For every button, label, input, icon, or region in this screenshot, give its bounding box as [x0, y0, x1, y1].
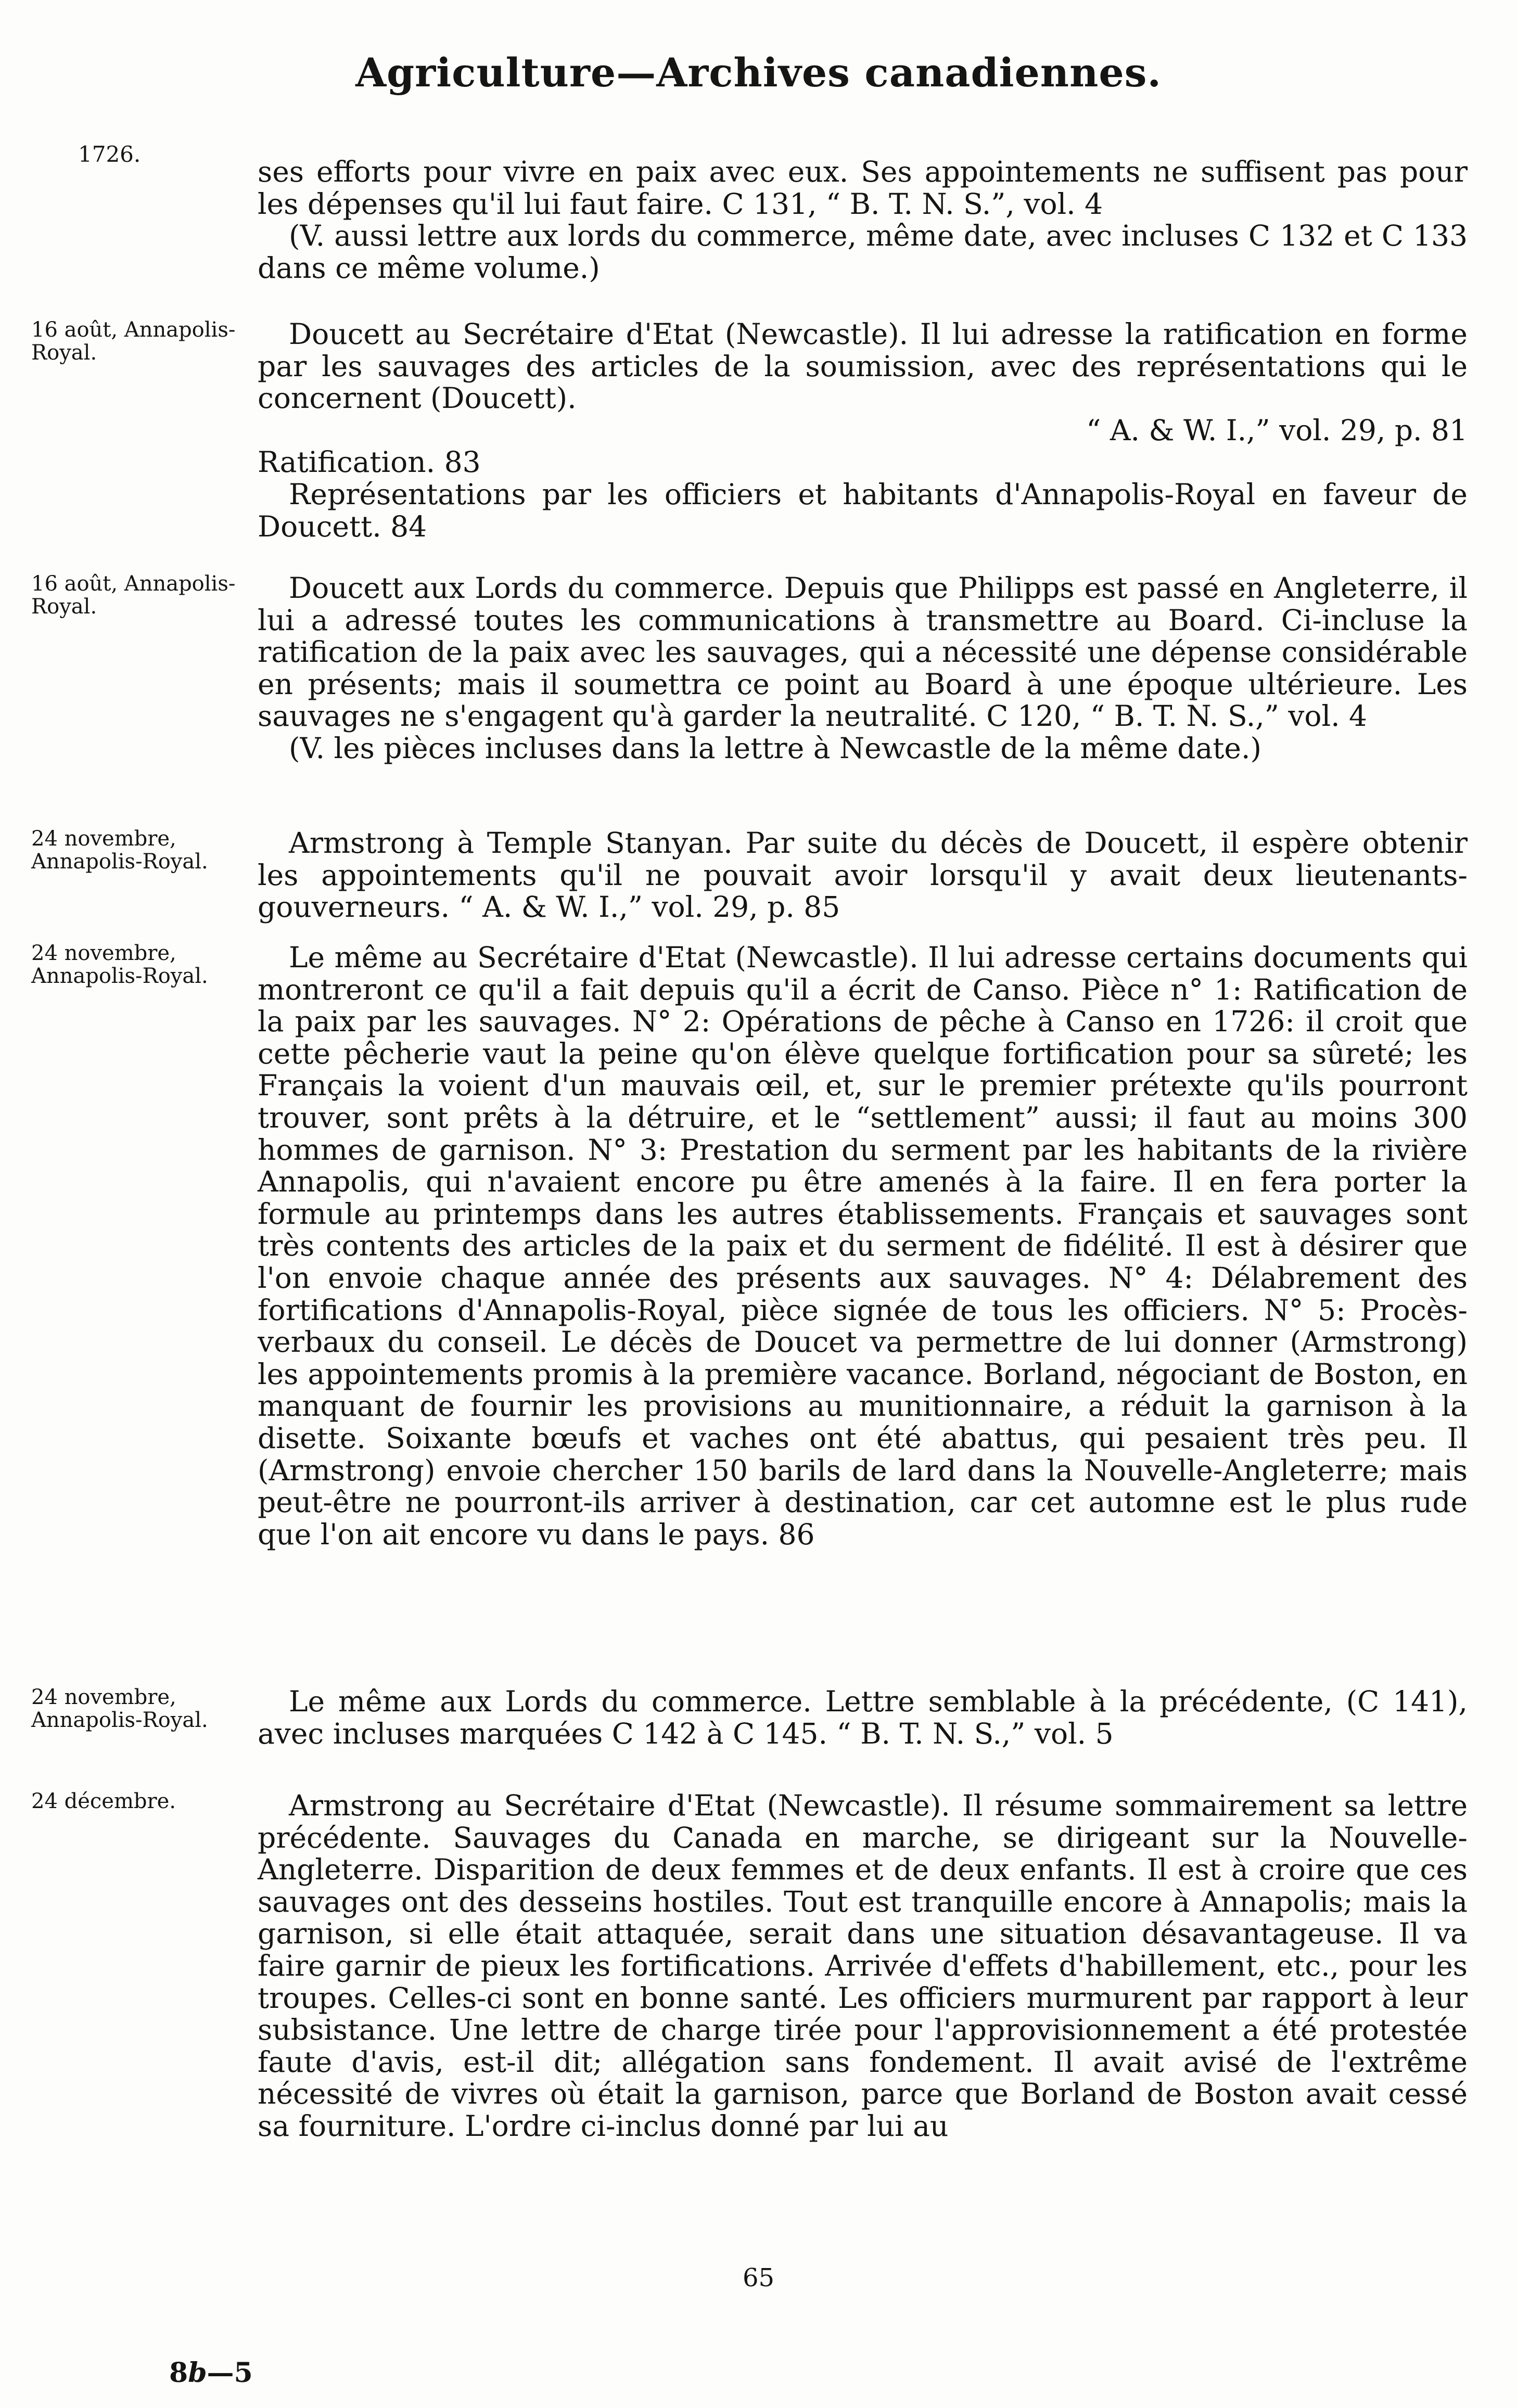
entry-text: [258, 572, 1468, 765]
margin-note: 24 novembre, Annapolis-Royal.: [31, 941, 208, 988]
paragraph: Le même aux Lords du commerce. Lettre semblable à la précédente, (C 141), avec incluses marquées C 142 à C 145. “ B. T. N. S.,” vol. 5: [258, 1685, 1468, 1750]
page-title: Agriculture—Archives canadiennes.: [355, 49, 1162, 96]
paragraph: Armstrong au Secrétaire d'Etat (Newcastle). Il résume sommairement sa lettre précédente. Sauvages du Canada en marche, se dirigeant sur la Nouvelle-Angleterre. Disparition de deux femmes et de deux enfants. Il est à croire que ces sauvages ont des desseins hostiles. Tout est tranquille encore à Annapolis; mais la garnison, si elle était attaquée, serait dans une situation désavantageuse. Il va faire garnir de pieux les fortifications. Arrivée d'effets d'habillement, etc., pour les troupes. Celles-ci sont en bonne santé. Les officiers murmurent par rapport à leur subsistance. Une lettre de charge tirée pour l'approvisionnement a été protestée faute d'avis, est-il dit; allégation sans fondement. Il avait avisé de l'extrême nécessité de vivres où était la garnison, parce que Borland de Boston avait cessé sa fourniture. L'ordre ci-inclus donné par lui au: [258, 1789, 1468, 2143]
year-marker: 1726.: [78, 142, 141, 167]
signature-italic: b: [188, 2357, 207, 2389]
signature-mark: [169, 2357, 253, 2389]
paragraph: Doucett au Secrétaire d'Etat (Newcastle). Il lui adresse la ratification en forme par les sauvages des articles de la soumission, avec des représentations qui le concernent (Doucett).: [258, 317, 1468, 415]
page-number: 65: [742, 2263, 775, 2292]
signature-prefix: 8: [169, 2357, 188, 2389]
entry-text: [258, 827, 1468, 924]
paragraph: Doucett aux Lords du commerce. Depuis que Philipps est passé en Angleterre, il lui a adressé toutes les communications à transmettre au Board. Ci-incluse la ratification de la paix avec les sauvages, qui a nécessité une dépense considérable en présents; mais il soumettra ce point au Board à une époque ultérieure. Les sauvages ne s'engagent qu'à garder la neutralité. C 120, “ B. T. N. S.,” vol. 4: [258, 571, 1468, 733]
margin-note: 24 novembre, Annapolis-Royal.: [31, 1685, 208, 1732]
entry-text: [258, 942, 1468, 1551]
signature-suffix: —5: [207, 2357, 253, 2389]
entry-text: [258, 1686, 1468, 1750]
reference-line: “ A. & W. I.,” vol. 29, p. 81: [1086, 413, 1468, 447]
entry-text: [258, 318, 1468, 543]
paragraph: ses efforts pour vivre en paix avec eux. Ses appointements ne suffisent pas pour les dépenses qu'il lui faut faire. C 131, “ B. T. N. S.”, vol. 4: [258, 155, 1468, 221]
paragraph: Le même au Secrétaire d'Etat (Newcastle). Il lui adresse certains documents qui montreront ce qu'il a fait depuis qu'il a écrit de Canso. Pièce n° 1: Ratification de la paix par les sauvages. N° 2: Opérations de pêche à Canso en 1726: il croit que cette pêcherie vaut la peine qu'on élève quelque fortification pour sa sûreté; les Français la voient d'un mauvais œil, et, sur le premier prétexte qu'ils pourront trouver, sont prêts à la détruire, et le “settlement” aussi; il faut au moins 300 hommes de garnison. N° 3: Prestation du serment par les habitants de la rivière Annapolis, qui n'avaient encore pu être amenés à la faire. Il en fera porter la formule au printemps dans les autres établissements. Français et sauvages sont très contents des articles de la paix et du serment de fidélité. Il est à désirer que l'on envoie chaque année des présents aux sauvages. N° 4: Délabrement des fortifications d'Annapolis-Royal, pièce signée de tous les officiers. N° 5: Procès-verbaux du conseil. Le décès de Doucet va permettre de lui donner (Armstrong) les appointements promis à la première vacance. Borland, négociant de Boston, en manquant de fournir les provisions au munitionnaire, a réduit la garnison à la disette. Soixante bœufs et vaches ont été abattus, qui pesaient très peu. Il (Armstrong) envoie chercher 150 barils de lard dans la Nouvelle-Angleterre; mais peut-être ne pourront-ils arriver à destination, car cet automne est le plus rude que l'on ait encore vu dans le pays. 86: [258, 941, 1468, 1551]
paragraph: Représentations par les officiers et habitants d'Annapolis-Royal en faveur de Doucett. 84: [258, 477, 1468, 543]
margin-note: 16 août, Annapolis-Royal.: [31, 572, 236, 619]
margin-note: 24 novembre, Annapolis-Royal.: [31, 827, 208, 874]
paragraph: (V. les pièces incluses dans la lettre à Newcastle de la même date.): [289, 731, 1261, 765]
entry-text: [258, 156, 1468, 284]
margin-note: 24 décembre.: [31, 1789, 176, 1813]
entry-text: [258, 1790, 1468, 2143]
margin-note: 16 août, Annapolis-Royal.: [31, 318, 236, 365]
paragraph: Armstrong à Temple Stanyan. Par suite du décès de Doucett, il espère obtenir les appointements qu'il ne pouvait avoir lorsqu'il y avait deux lieutenants-gouverneurs. “ A. & W. I.,” vol. 29, p. 85: [258, 826, 1468, 924]
paragraph: (V. aussi lettre aux lords du commerce, même date, avec incluses C 132 et C 133 dans ce même volume.): [258, 219, 1468, 285]
paragraph: Ratification. 83: [258, 445, 481, 479]
